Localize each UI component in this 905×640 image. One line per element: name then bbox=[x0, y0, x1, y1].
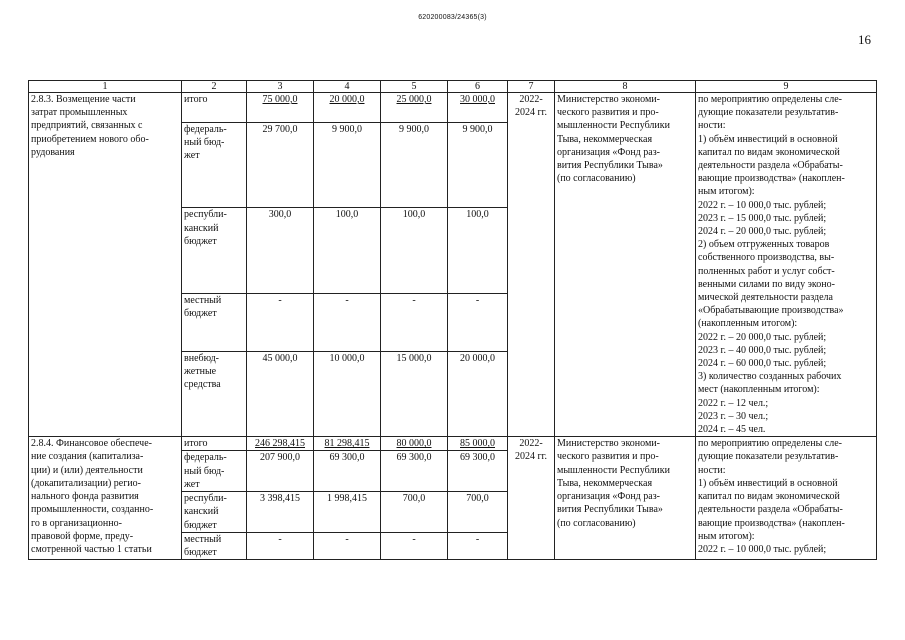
text-line: бюджет bbox=[184, 519, 217, 531]
column-number: 3 bbox=[247, 81, 314, 93]
text-line: деятельности раздела «Обрабаты- bbox=[698, 504, 843, 516]
text-line: 2023 г. – 40 000,0 тыс. рублей; bbox=[698, 344, 827, 356]
text-line: собственного производства, вы- bbox=[698, 252, 835, 264]
document-id: 620200083/24365(3) bbox=[418, 14, 487, 21]
program-table bbox=[28, 80, 877, 560]
column-number: 1 bbox=[29, 81, 182, 93]
text-line: (по согласованию) bbox=[557, 173, 636, 185]
amount-total: 246 298,415 bbox=[247, 437, 314, 451]
text-line: жет bbox=[184, 478, 200, 490]
text-line: 2024 гг. bbox=[514, 451, 548, 463]
text-line: дующие показатели результатив- bbox=[698, 107, 839, 119]
amount-total: 3 398,415 bbox=[247, 492, 314, 533]
activity-name bbox=[29, 437, 182, 560]
text-line: приобретением нового обо- bbox=[31, 133, 149, 145]
text-line: бюджет bbox=[184, 308, 217, 320]
text-line: ции) и (или) деятельности bbox=[31, 464, 143, 476]
text-line: 2024 г. – 60 000,0 тыс. рублей; bbox=[698, 358, 827, 370]
text-line: дующие показатели результатив- bbox=[698, 451, 839, 463]
amount-total: - bbox=[247, 532, 314, 559]
text-line: ности: bbox=[698, 464, 726, 476]
text-line: мышленности Республики bbox=[557, 464, 670, 476]
amount-2023: 25 000,0 bbox=[381, 93, 448, 123]
text-line: мышленности Республики bbox=[557, 120, 670, 132]
text-line: внебюд- bbox=[184, 352, 219, 364]
text-line: затрат промышленных bbox=[31, 107, 128, 119]
text-line: бюджет bbox=[184, 235, 217, 247]
amount-2024: 20 000,0 bbox=[448, 351, 508, 437]
text-line: капитал по видам экономической bbox=[698, 491, 840, 503]
text-line: Министерство экономи- bbox=[557, 94, 660, 105]
column-number: 7 bbox=[508, 81, 555, 93]
text-line: ности: bbox=[698, 120, 726, 132]
text-line: бюджет bbox=[184, 546, 217, 558]
text-line: 2022 г. – 10 000,0 тыс. рублей; bbox=[698, 543, 827, 555]
funding-source bbox=[182, 437, 247, 451]
text-line: 2024 гг. bbox=[514, 107, 548, 119]
text-line: «Обрабатывающие производства» bbox=[698, 305, 844, 317]
amount-2022: 69 300,0 bbox=[314, 451, 381, 492]
amount-total: 45 000,0 bbox=[247, 351, 314, 437]
amount-2022: 1 998,415 bbox=[314, 492, 381, 533]
text-line: рудования bbox=[31, 146, 75, 158]
text-line: 2022 г. – 12 чел.; bbox=[698, 397, 769, 409]
text-line: смотренной частью 1 статьи bbox=[31, 543, 152, 555]
amount-2022: - bbox=[314, 293, 381, 351]
amount-2022: 100,0 bbox=[314, 208, 381, 294]
text-line: 2024 г. – 45 чел. bbox=[698, 424, 766, 436]
text-line: мест (накопленным итогом): bbox=[698, 384, 820, 396]
implementation-period bbox=[508, 93, 555, 437]
text-line: Тыва, некоммерческая bbox=[557, 477, 653, 489]
amount-2022: - bbox=[314, 532, 381, 559]
text-line: 2024 г. – 20 000,0 тыс. рублей; bbox=[698, 226, 827, 238]
text-line: нального фонда развития bbox=[31, 491, 139, 503]
text-line: ным итогом): bbox=[698, 530, 755, 542]
text-line: го в организационно- bbox=[31, 517, 122, 529]
amount-2024: 69 300,0 bbox=[448, 451, 508, 492]
table-row bbox=[29, 93, 877, 123]
page-number: 16 bbox=[858, 32, 871, 47]
column-number: 4 bbox=[314, 81, 381, 93]
amount-2024: - bbox=[448, 532, 508, 559]
text-line: ние создания (капитализа- bbox=[31, 451, 144, 463]
amount-2024: - bbox=[448, 293, 508, 351]
text-line: 2022 г. – 20 000,0 тыс. рублей; bbox=[698, 331, 827, 343]
funding-source bbox=[182, 122, 247, 208]
text-line: жет bbox=[184, 150, 200, 162]
text-line: предприятий, связанных с bbox=[31, 120, 143, 132]
amount-2023: 80 000,0 bbox=[381, 437, 448, 451]
text-line: Тыва, некоммерческая bbox=[557, 133, 653, 145]
column-number: 8 bbox=[555, 81, 696, 93]
text-line: жетные bbox=[184, 365, 217, 377]
text-line: 2023 г. – 15 000,0 тыс. рублей; bbox=[698, 212, 827, 224]
text-line: ный бюд- bbox=[184, 465, 225, 477]
implementation-period bbox=[508, 437, 555, 560]
text-line: вития Республики Тыва» bbox=[557, 160, 663, 172]
text-line: организация «Фонд раз- bbox=[557, 146, 660, 158]
amount-2023: 9 900,0 bbox=[381, 122, 448, 208]
text-line: итого bbox=[184, 438, 208, 450]
text-line: федераль- bbox=[184, 123, 227, 135]
text-line: (докапитализации) регио- bbox=[31, 477, 141, 489]
funding-source bbox=[182, 93, 247, 123]
amount-2022: 81 298,415 bbox=[314, 437, 381, 451]
amount-2024: 85 000,0 bbox=[448, 437, 508, 451]
text-line: 2.8.3. Возмещение части bbox=[31, 94, 136, 105]
responsible-executor bbox=[555, 93, 696, 437]
activity-name bbox=[29, 93, 182, 437]
text-line: республи- bbox=[184, 209, 227, 221]
text-line: правовой форме, преду- bbox=[31, 530, 134, 542]
funding-source bbox=[182, 293, 247, 351]
amount-2022: 9 900,0 bbox=[314, 122, 381, 208]
amount-2023: 100,0 bbox=[381, 208, 448, 294]
column-number: 6 bbox=[448, 81, 508, 93]
text-line: 1) объём инвестиций в основной bbox=[698, 477, 838, 489]
amount-2023: 700,0 bbox=[381, 492, 448, 533]
text-line: деятельности раздела «Обрабаты- bbox=[698, 160, 843, 172]
text-line: (по согласованию) bbox=[557, 517, 636, 529]
text-line: (накопленным итогом): bbox=[698, 318, 798, 330]
table-row bbox=[29, 437, 877, 451]
funding-source bbox=[182, 451, 247, 492]
text-line: вающие производства» (накоплен- bbox=[698, 173, 845, 185]
text-line: ческого развития и про- bbox=[557, 451, 659, 463]
responsible-executor bbox=[555, 437, 696, 560]
text-line: ческого развития и про- bbox=[557, 107, 659, 119]
text-line: канский bbox=[184, 506, 219, 518]
text-line: итого bbox=[184, 94, 208, 105]
text-line: 1) объём инвестиций в основной bbox=[698, 133, 838, 145]
text-line: вающие производства» (накоплен- bbox=[698, 517, 845, 529]
text-line: полненных работ и услуг собст- bbox=[698, 265, 835, 277]
text-line: 2023 г. – 30 чел.; bbox=[698, 410, 769, 422]
text-line: 2) объем отгруженных товаров bbox=[698, 239, 830, 251]
amount-2022: 20 000,0 bbox=[314, 93, 381, 123]
text-line: вития Республики Тыва» bbox=[557, 504, 663, 516]
amount-2024: 700,0 bbox=[448, 492, 508, 533]
amount-2023: 69 300,0 bbox=[381, 451, 448, 492]
column-number: 2 bbox=[182, 81, 247, 93]
text-line: венными силами по виду эконо- bbox=[698, 278, 835, 290]
amount-2023: - bbox=[381, 532, 448, 559]
column-number: 5 bbox=[381, 81, 448, 93]
text-line: федераль- bbox=[184, 452, 227, 464]
text-line: организация «Фонд раз- bbox=[557, 491, 660, 503]
text-line: 2022- bbox=[519, 94, 543, 105]
text-line: местный bbox=[184, 533, 222, 545]
funding-source bbox=[182, 492, 247, 533]
text-line: 2022- bbox=[519, 438, 543, 450]
expected-results bbox=[696, 437, 877, 560]
text-line: республи- bbox=[184, 493, 227, 505]
text-line: местный bbox=[184, 294, 222, 306]
text-line: по мероприятию определены сле- bbox=[698, 438, 842, 450]
amount-2023: - bbox=[381, 293, 448, 351]
funding-source bbox=[182, 208, 247, 294]
funding-source bbox=[182, 532, 247, 559]
text-line: промышленности, созданно- bbox=[31, 504, 154, 516]
amount-total: 75 000,0 bbox=[247, 93, 314, 123]
text-line: 3) количество созданных рабочих bbox=[698, 371, 842, 383]
funding-source bbox=[182, 351, 247, 437]
text-line: 2022 г. – 10 000,0 тыс. рублей; bbox=[698, 199, 827, 211]
expected-results bbox=[696, 93, 877, 437]
text-line: ный бюд- bbox=[184, 137, 225, 149]
text-line: средства bbox=[184, 379, 221, 391]
amount-total: 29 700,0 bbox=[247, 122, 314, 208]
amount-2024: 100,0 bbox=[448, 208, 508, 294]
column-number: 9 bbox=[696, 81, 877, 93]
text-line: ным итогом): bbox=[698, 186, 755, 198]
amount-2023: 15 000,0 bbox=[381, 351, 448, 437]
amount-2024: 30 000,0 bbox=[448, 93, 508, 123]
text-line: капитал по видам экономической bbox=[698, 146, 840, 158]
text-line: Министерство экономи- bbox=[557, 438, 660, 450]
text-line: мической деятельности раздела bbox=[698, 292, 833, 304]
column-number-row bbox=[29, 81, 877, 93]
text-line: канский bbox=[184, 222, 219, 234]
amount-total: 300,0 bbox=[247, 208, 314, 294]
text-line: 2.8.4. Финансовое обеспече- bbox=[31, 438, 152, 450]
amount-total: 207 900,0 bbox=[247, 451, 314, 492]
amount-2022: 10 000,0 bbox=[314, 351, 381, 437]
amount-total: - bbox=[247, 293, 314, 351]
text-line: по мероприятию определены сле- bbox=[698, 94, 842, 105]
amount-2024: 9 900,0 bbox=[448, 122, 508, 208]
